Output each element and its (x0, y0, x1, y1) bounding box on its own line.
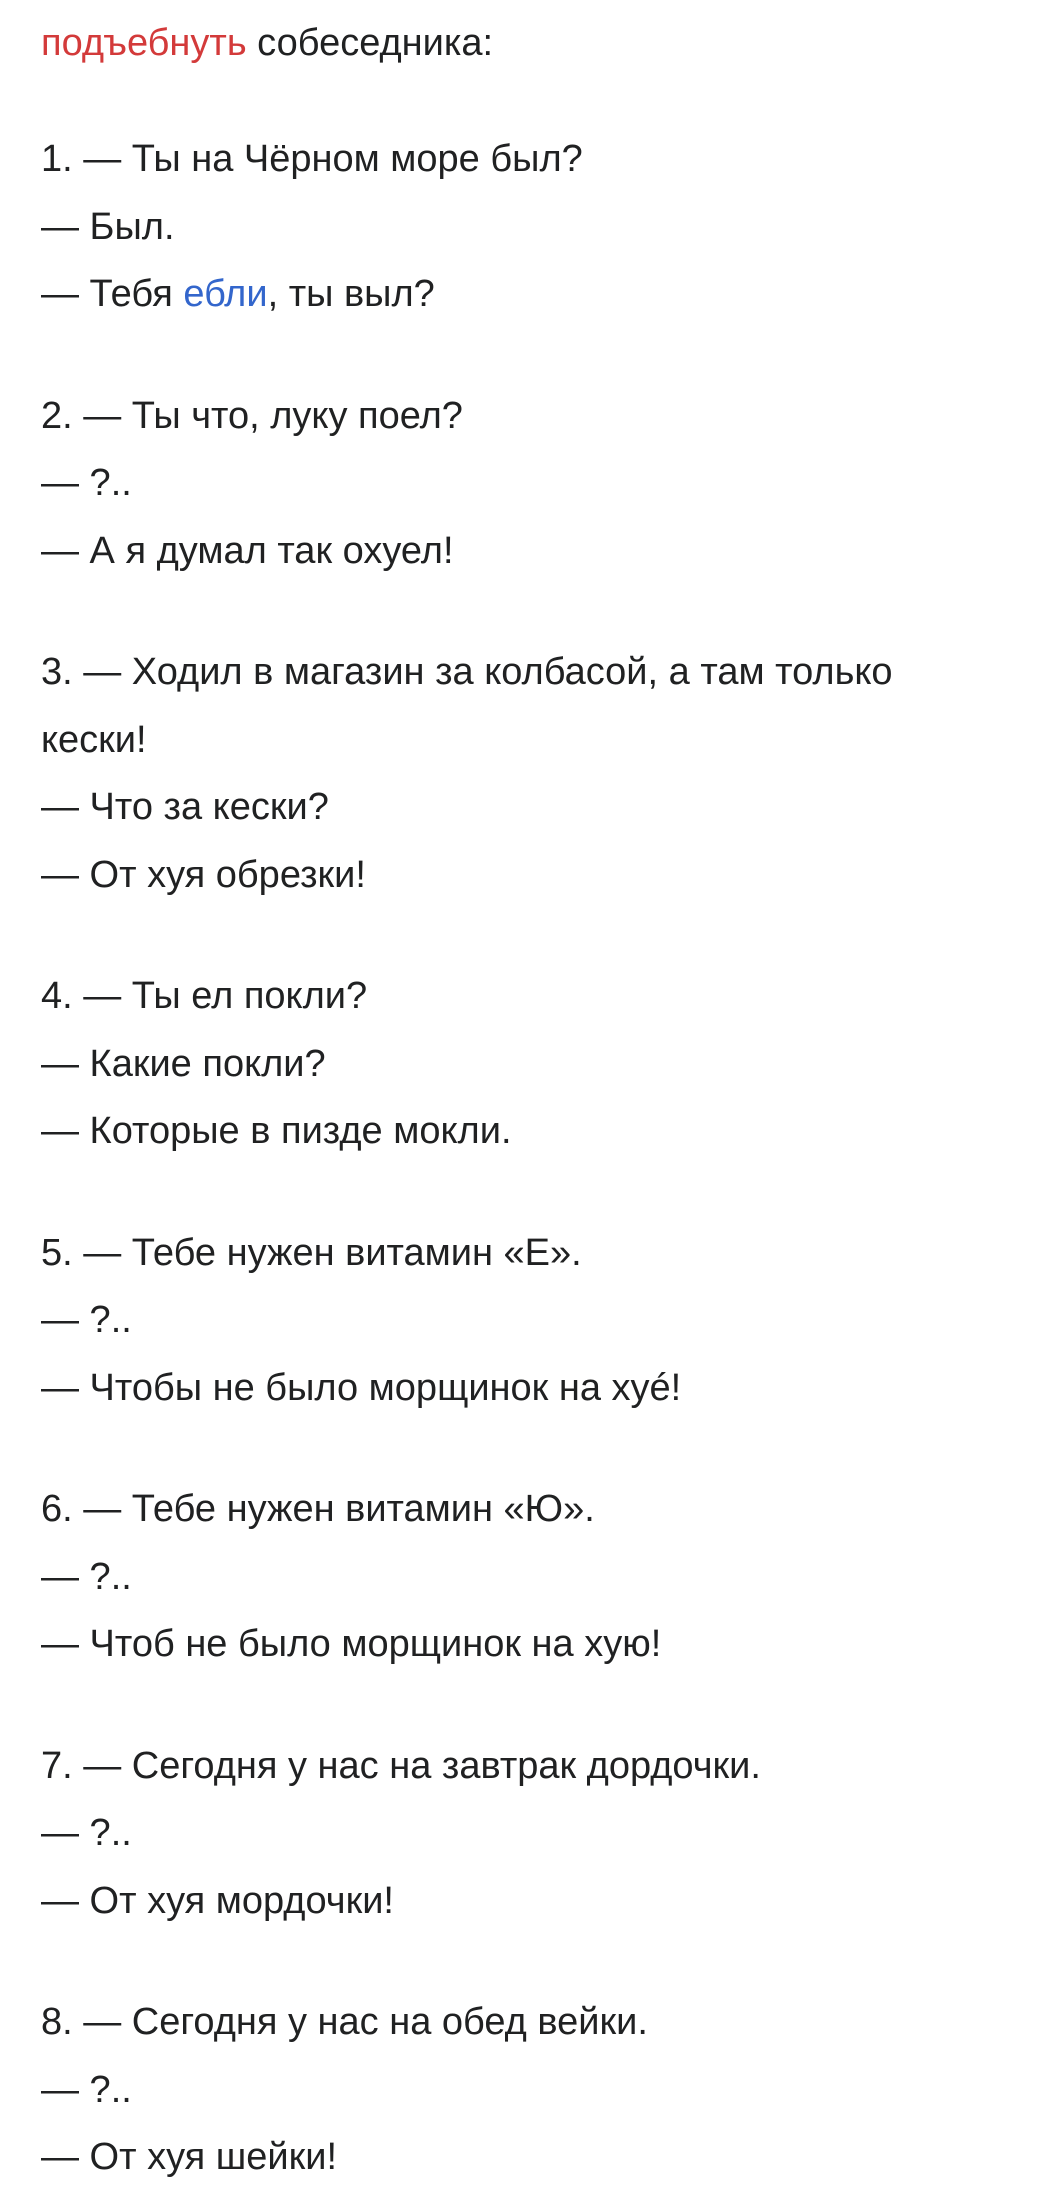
joke-line (41, 1989, 1006, 2057)
joke-line-text: — Чтоб не было морщинок на хую! (41, 1623, 662, 1665)
joke-item (41, 126, 1006, 329)
joke-line (41, 1611, 1006, 1679)
joke-line-text: 8. — Сегодня у нас на обед вейки. (41, 2001, 648, 2043)
joke-line (41, 963, 1006, 1031)
joke-line-text: — От хуя обрезки! (41, 853, 366, 896)
joke-line-text: 2. — Ты что, луку поел? (41, 394, 463, 437)
joke-line (41, 2057, 1006, 2125)
joke-line (41, 1287, 1006, 1355)
joke-line-text-suffix: , ты выл? (267, 273, 435, 315)
joke-line-text: — ?.. (41, 1299, 132, 1341)
joke-line (41, 383, 1006, 451)
joke-line (41, 126, 1006, 194)
joke-line-text: — ?.. (41, 462, 132, 504)
joke-line (41, 261, 1006, 329)
joke-line-text: 4. — Ты ел покли? (41, 975, 368, 1017)
joke-item (41, 1220, 1006, 1423)
joke-line-text: — Какие покли? (41, 1042, 326, 1085)
joke-line (41, 1355, 1006, 1423)
joke-line (41, 639, 1006, 774)
joke-item (41, 1733, 1006, 1936)
joke-line (41, 1220, 1006, 1288)
joke-line-text: — Которые в пизде мокли. (41, 1110, 512, 1152)
joke-line-text: 5. — Тебе нужен витамин «Е». (41, 1231, 582, 1274)
joke-line (41, 194, 1006, 262)
intro-text: собеседника: (246, 22, 494, 64)
joke-item (41, 1989, 1006, 2192)
joke-line (41, 1733, 1006, 1801)
joke-line-text: — Чтобы не было морщинок на хуé! (41, 1366, 682, 1409)
intro-link-red[interactable]: подъебнуть (41, 22, 247, 64)
joke-line (41, 450, 1006, 518)
joke-item (41, 383, 1006, 586)
joke-line (41, 1031, 1006, 1099)
intro-paragraph (41, 18, 1006, 68)
joke-line-text: 7. — Сегодня у нас на завтрак дордочки. (41, 1744, 761, 1787)
joke-line (41, 774, 1006, 842)
joke-line (41, 1476, 1006, 1544)
joke-line (41, 1098, 1006, 1166)
joke-line-text: — От хуя шейки! (41, 2136, 338, 2178)
joke-line-text: — Что за кески? (41, 786, 329, 828)
joke-line (41, 518, 1006, 586)
joke-line (41, 842, 1006, 910)
joke-item (41, 1476, 1006, 1679)
joke-line-text: — ?.. (41, 1812, 132, 1854)
jokes-list (41, 126, 1006, 2192)
joke-line (41, 1800, 1006, 1868)
joke-line-text: 3. — Ходил в магазин за колбасой, а там только кески! (41, 651, 904, 761)
joke-line (41, 2124, 1006, 2192)
joke-line-text: — ?.. (41, 1555, 132, 1598)
joke-item (41, 963, 1006, 1166)
joke-line-text: 1. — Ты на Чёрном море был? (41, 138, 583, 180)
joke-line-text: — От хуя мордочки! (41, 1879, 394, 1922)
joke-line-text: — ?.. (41, 2068, 132, 2111)
joke-line-text: 6. — Тебе нужен витамин «Ю». (41, 1488, 595, 1530)
joke-line-link[interactable]: ебли (183, 273, 268, 315)
joke-line-text: — Тебя (41, 273, 184, 315)
joke-item (41, 639, 1006, 909)
joke-line (41, 1868, 1006, 1936)
joke-line-text: — А я думал так охуел! (41, 529, 454, 572)
joke-line (41, 1544, 1006, 1612)
joke-line-text: — Был. (41, 205, 175, 248)
